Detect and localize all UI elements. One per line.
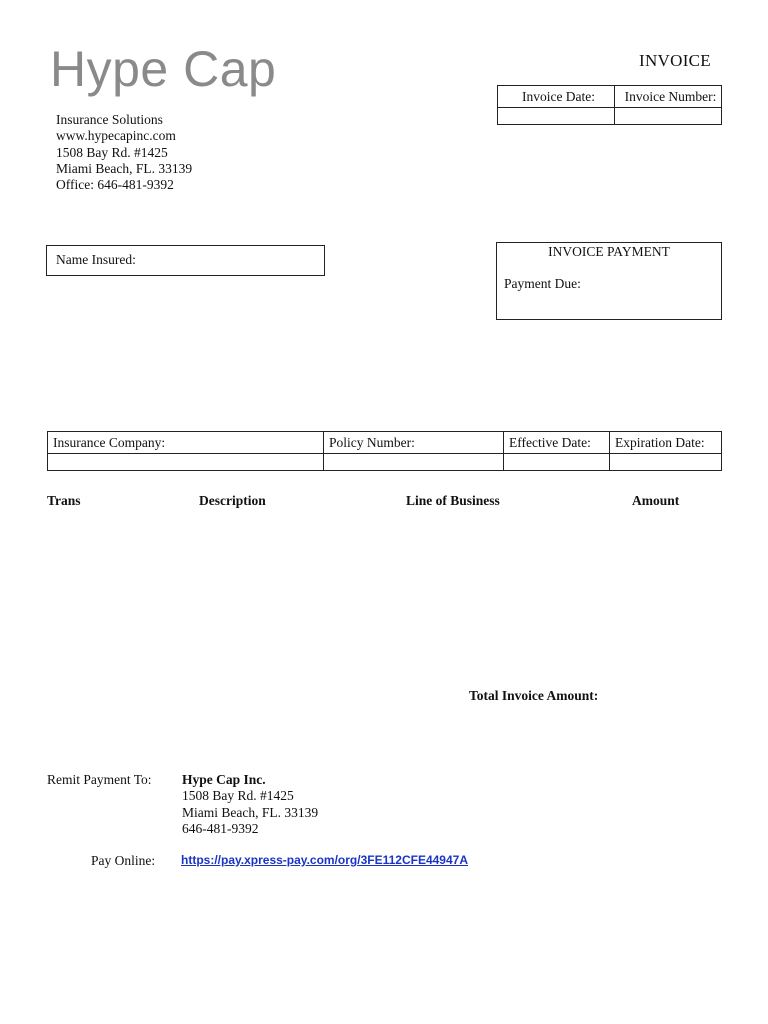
- column-description: Description: [199, 493, 266, 508]
- column-amount: Amount: [632, 493, 680, 508]
- remit-payment-label: Remit Payment To:: [47, 772, 152, 787]
- invoice-number-value[interactable]: [615, 108, 722, 125]
- company-street: 1508 Bay Rd. #1425: [56, 144, 168, 160]
- name-insured-box[interactable]: [46, 245, 325, 276]
- name-insured-label: Name Insured:: [56, 252, 136, 267]
- expiration-date-value[interactable]: [610, 454, 722, 471]
- pay-online-link[interactable]: https://pay.xpress-pay.com/org/3FE112CFE44947A: [181, 853, 468, 867]
- company-city: Miami Beach, FL. 33139: [56, 160, 193, 176]
- invoice-number-label: Invoice Number:: [615, 86, 722, 108]
- invoice-date-value[interactable]: [498, 108, 615, 125]
- pay-online-label: Pay Online:: [91, 853, 156, 868]
- company-tagline: Insurance Solutions: [56, 112, 163, 127]
- company-info: [56, 112, 192, 193]
- column-trans: Trans: [47, 493, 81, 508]
- expiration-date-header: Expiration Date:: [610, 432, 722, 454]
- policy-table: [47, 431, 722, 471]
- invoice-payment-heading: INVOICE PAYMENT: [548, 244, 670, 259]
- policy-number-header: Policy Number:: [324, 432, 504, 454]
- policy-number-value[interactable]: [324, 454, 504, 471]
- effective-date-value[interactable]: [504, 454, 610, 471]
- insurance-company-value[interactable]: [48, 454, 324, 471]
- insurance-company-header: Insurance Company:: [48, 432, 324, 454]
- effective-date-header: Effective Date:: [504, 432, 610, 454]
- document-title: INVOICE: [639, 51, 711, 70]
- column-line-of-business: Line of Business: [406, 493, 500, 508]
- company-logo: Hype Cap: [50, 41, 277, 97]
- remit-street: 1508 Bay Rd. #1425: [182, 788, 294, 804]
- total-invoice-amount-label: Total Invoice Amount:: [469, 688, 599, 703]
- invoice-payment-box: [496, 242, 722, 320]
- remit-company-name: Hype Cap Inc.: [182, 772, 266, 787]
- invoice-meta-table: [497, 85, 722, 125]
- company-phone: Office: 646-481-9392: [56, 177, 174, 193]
- payment-due-label: Payment Due:: [504, 276, 581, 291]
- invoice-date-label: Invoice Date:: [498, 86, 615, 108]
- company-website: www.hypecapinc.com: [56, 128, 176, 144]
- remit-address: [182, 772, 318, 837]
- remit-phone: 646-481-9392: [182, 820, 259, 836]
- remit-city: Miami Beach, FL. 33139: [182, 804, 319, 820]
